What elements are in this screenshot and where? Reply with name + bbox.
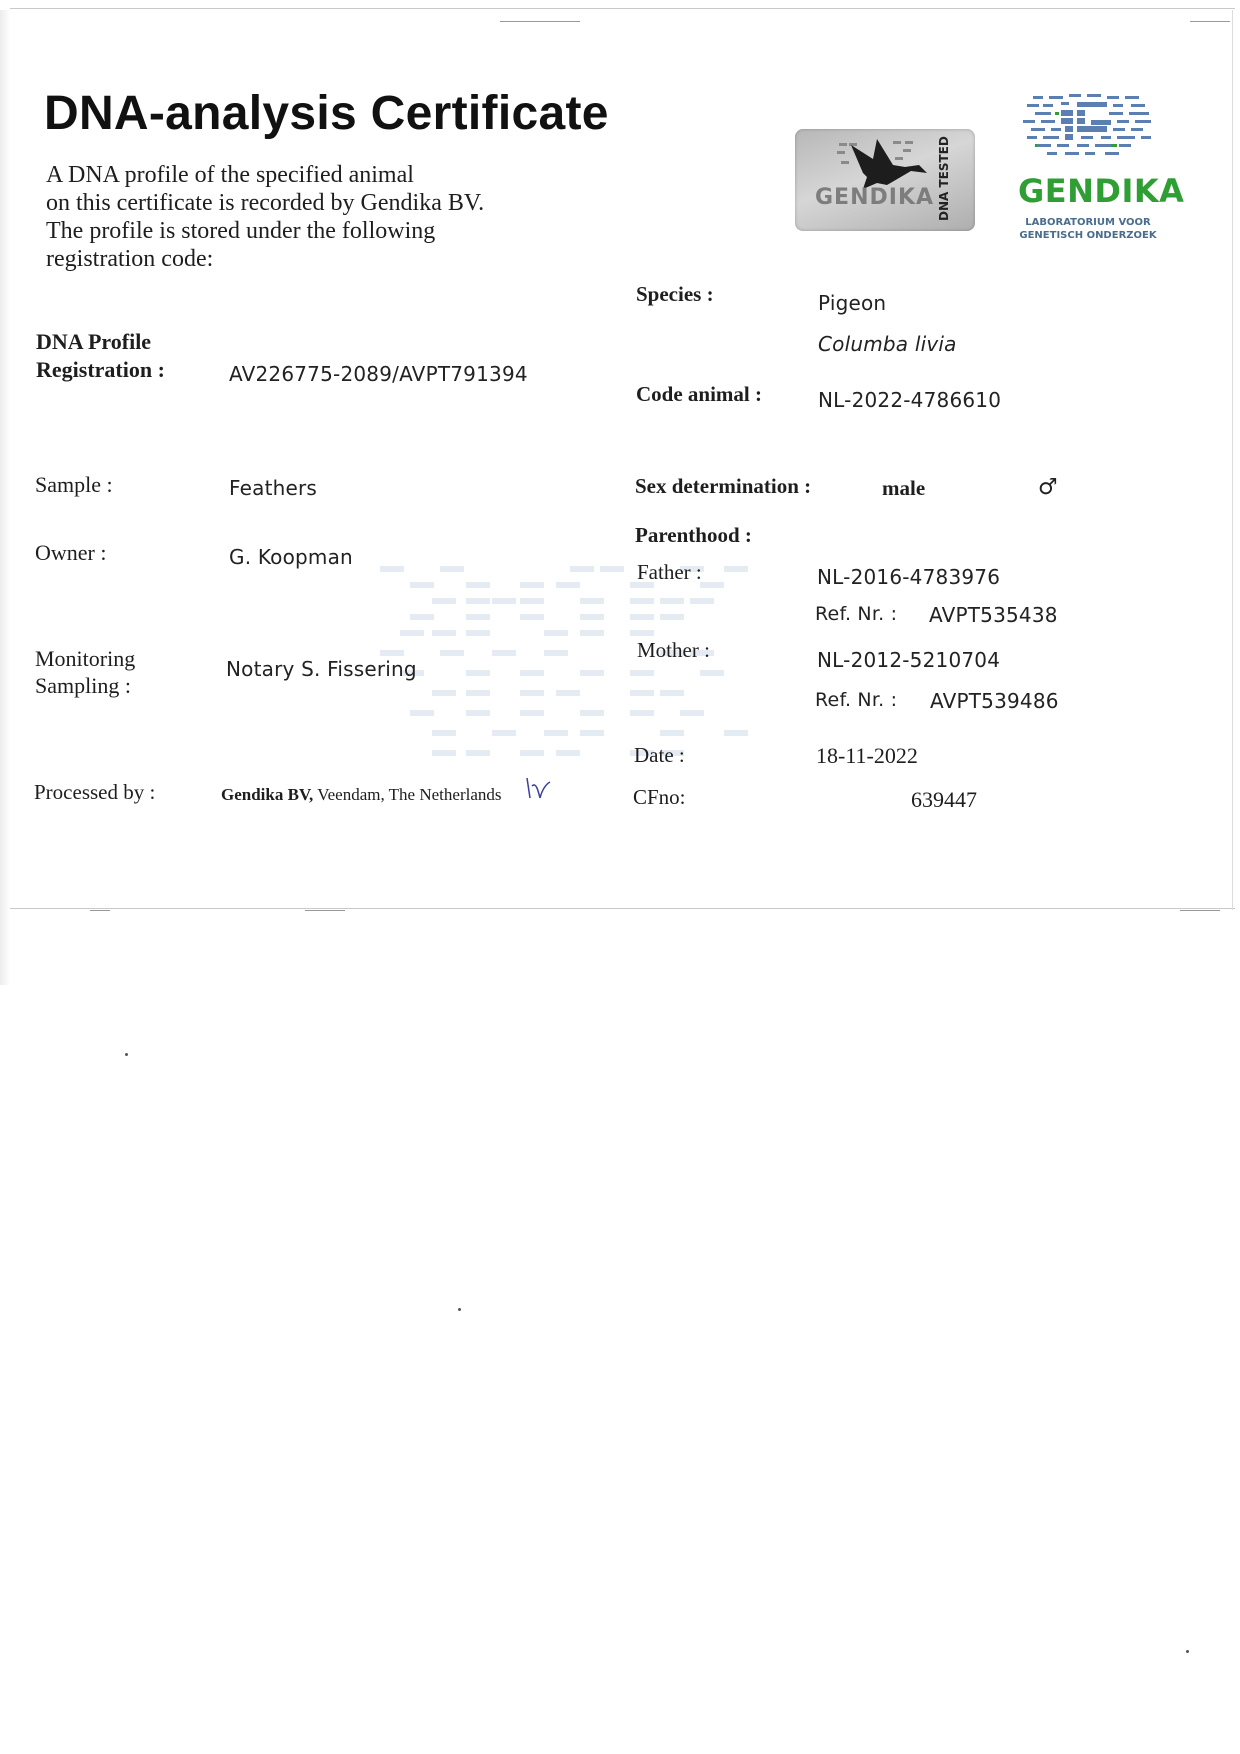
- species-common-value: Pigeon: [818, 291, 887, 315]
- owner-label: Owner :: [35, 540, 107, 565]
- seal-side-text: DNA TESTED: [937, 136, 951, 221]
- cfno-value: 639447: [911, 787, 977, 812]
- monitoring-label-line: Sampling :: [35, 673, 131, 698]
- intro-text: [46, 161, 566, 273]
- code-animal-label: Code animal :: [636, 382, 762, 406]
- logo-pixel-mark-icon: [1021, 92, 1157, 172]
- bottom-border-line: [10, 908, 1235, 909]
- dna-profile-value: AV226775-2089/AVPT791394: [229, 362, 528, 386]
- intro-line: on this certificate is recorded by Gendika BV.: [46, 190, 485, 216]
- father-value: NL-2016-4783976: [817, 565, 1001, 589]
- right-border-line: [1232, 10, 1233, 910]
- logo-wordmark: GENDIKA: [1018, 172, 1185, 210]
- processed-by-company: Gendika BV,: [221, 785, 314, 804]
- logo-subtitle-line: LABORATORIUM VOOR: [1025, 217, 1151, 228]
- father-label: Father :: [637, 560, 702, 584]
- scan-speck: [1186, 1650, 1189, 1653]
- gendika-watermark-icon: [380, 560, 780, 820]
- top-dash-line: [500, 21, 580, 22]
- species-label: Species :: [636, 282, 714, 306]
- owner-value: G. Koopman: [229, 545, 353, 569]
- mother-value: NL-2012-5210704: [817, 648, 1001, 672]
- processed-by-label: Processed by :: [34, 780, 156, 804]
- species-latin-value: Columba livia: [818, 332, 957, 356]
- dna-tested-seal: [795, 129, 975, 231]
- date-label: Date :: [634, 743, 685, 767]
- father-ref-label: Ref. Nr. :: [815, 603, 898, 625]
- intro-line: The profile is stored under the following: [46, 218, 436, 244]
- scan-speck: [458, 1308, 461, 1311]
- male-symbol-icon: ♂: [1038, 475, 1058, 500]
- sample-label: Sample :: [35, 472, 113, 497]
- mother-label: Mother :: [637, 638, 710, 662]
- top-dash-line: [1190, 21, 1230, 22]
- monitoring-label-line: Monitoring: [35, 646, 136, 671]
- logo-subtitle: [1018, 216, 1158, 242]
- sex-determination-label: Sex determination :: [635, 474, 812, 498]
- gendika-logo: [1018, 92, 1185, 242]
- dna-profile-label-line: DNA Profile: [36, 329, 152, 354]
- scan-edge-shadow: [0, 10, 10, 985]
- monitoring-label: [35, 645, 135, 699]
- code-animal-value: NL-2022-4786610: [818, 388, 1002, 412]
- processed-by-value: [221, 785, 502, 805]
- bottom-dash-line: [1180, 910, 1220, 911]
- sex-value: male: [882, 476, 926, 500]
- sample-value: Feathers: [229, 476, 318, 500]
- dna-profile-label: [36, 328, 165, 384]
- mother-ref-label: Ref. Nr. :: [815, 689, 898, 711]
- scan-speck: [125, 1053, 128, 1056]
- dna-profile-label-line: Registration :: [36, 357, 165, 382]
- bottom-dash-line: [305, 910, 345, 911]
- intro-line: A DNA profile of the specified animal: [46, 162, 414, 188]
- top-border-line: [10, 8, 1235, 9]
- signature-mark-icon: [524, 776, 552, 802]
- date-value: 18-11-2022: [816, 743, 918, 768]
- seal-brand: GENDIKA: [815, 185, 935, 210]
- father-ref-value: AVPT535438: [929, 603, 1058, 627]
- logo-subtitle-line: GENETISCH ONDERZOEK: [1019, 230, 1157, 241]
- parenthood-label: Parenthood :: [635, 523, 752, 547]
- processed-by-location: Veendam, The Netherlands: [313, 785, 502, 804]
- cfno-label: CFno:: [633, 785, 686, 809]
- mother-ref-value: AVPT539486: [930, 689, 1059, 713]
- certificate-title: DNA-analysis Certificate: [44, 87, 609, 140]
- intro-line: registration code:: [46, 246, 214, 272]
- bottom-dash-line: [90, 910, 110, 911]
- monitoring-value: Notary S. Fissering: [226, 657, 417, 681]
